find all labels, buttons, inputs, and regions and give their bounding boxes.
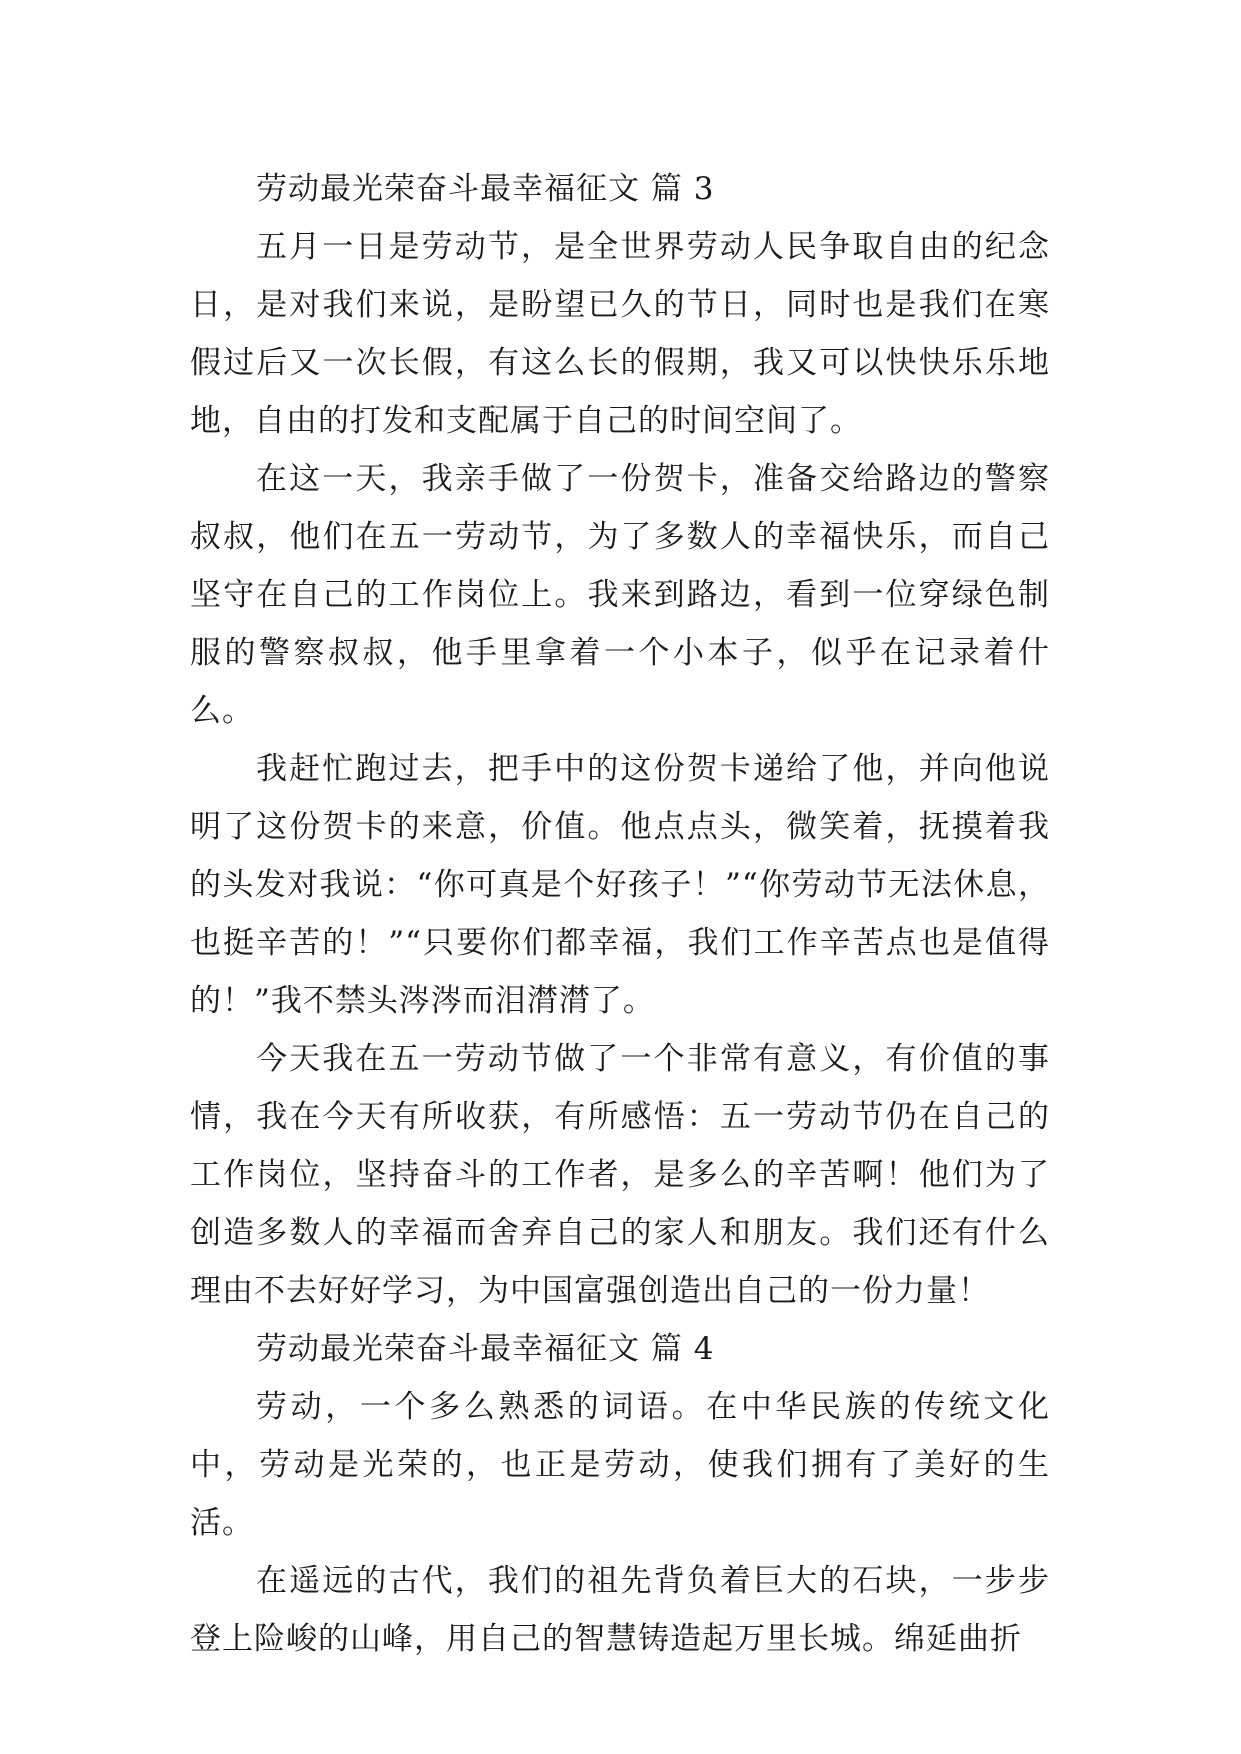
body-paragraph: 在遥远的古代，我们的祖先背负着巨大的石块，一步步登上险峻的山峰，用自己的智慧铸造起万里长城。绵延曲折 xyxy=(190,1563,1050,1657)
body-paragraph: 劳动，一个多么熟悉的词语。在中华民族的传统文化中，劳动是光荣的，也正是劳动，使我们拥有了美好的生活。 xyxy=(190,1389,1050,1541)
body-paragraph: 我赶忙跑过去，把手中的这份贺卡递给了他，并向他说明了这份贺卡的来意，价值。他点点头，微笑着，抚摸着我的头发对我说：“你可真是个好孩子！”“你劳动节无法休息，也挺辛苦的！”“只要你们都幸福，我们工作辛苦点也是值得的！”我不禁头涔涔而泪潸潸了。 xyxy=(190,751,1050,1019)
body-paragraph: 今天我在五一劳动节做了一个非常有意义，有价值的事情，我在今天有所收获，有所感悟：五一劳动节仍在自己的工作岗位，坚持奋斗的工作者，是多么的辛苦啊！他们为了创造多数人的幸福而舍弃自己的家人和朋友。我们还有什么理由不去好好学习，为中国富强创造出自己的一份力量！ xyxy=(190,1041,1050,1309)
body-paragraph: 五月一日是劳动节，是全世界劳动人民争取自由的纪念日，是对我们来说，是盼望已久的节日，同时也是我们在寒假过后又一次长假，有这么长的假期，我又可以快快乐乐地地，自由的打发和支配属于自己的时间空间了。 xyxy=(190,229,1050,439)
section-heading-3: 劳动最光荣奋斗最幸福征文 篇 3 xyxy=(256,171,715,207)
section-heading-4: 劳动最光荣奋斗最幸福征文 篇 4 xyxy=(256,1331,715,1367)
document-body xyxy=(190,160,1050,1668)
body-paragraph: 在这一天，我亲手做了一份贺卡，准备交给路边的警察叔叔，他们在五一劳动节，为了多数人的幸福快乐，而自己坚守在自己的工作岗位上。我来到路边，看到一位穿绿色制服的警察叔叔，他手里拿着一个小本子，似乎在记录着什么。 xyxy=(190,461,1050,729)
